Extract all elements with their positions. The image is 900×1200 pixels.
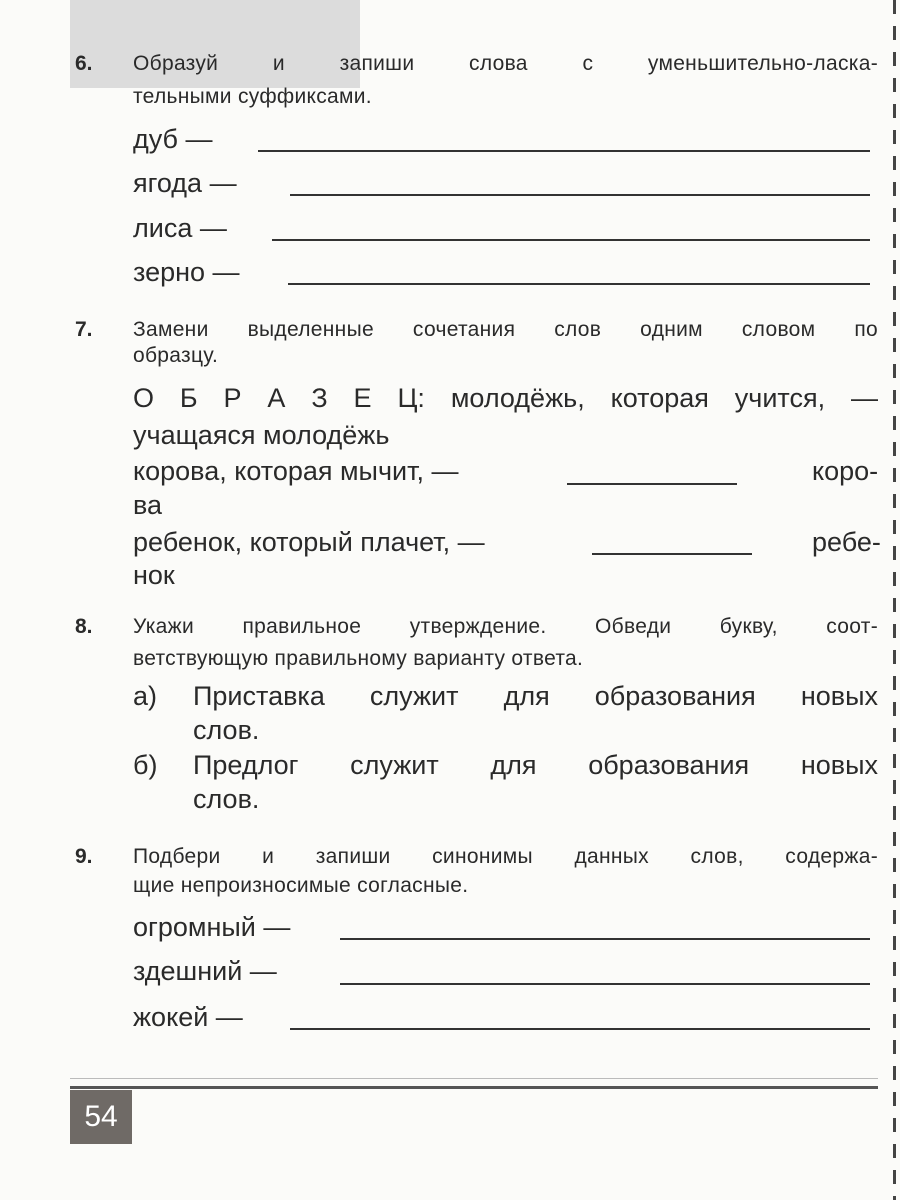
task-6-word: дуб — [133, 124, 213, 154]
answer-line[interactable] [290, 1028, 870, 1030]
answer-line[interactable] [258, 150, 870, 152]
task-7-word: ребе- [812, 527, 881, 557]
answer-line[interactable] [272, 239, 870, 241]
task-9-number: 9. [75, 845, 93, 868]
answer-line[interactable] [567, 483, 737, 485]
task-9-instruction: щие непроизносимые согласные. [133, 874, 469, 897]
example-line: О Б Р А З Е Ц: молодёжь, которая учится, — [133, 383, 878, 413]
task-7-word: ва [133, 490, 163, 520]
task-6-word: зерно — [133, 257, 240, 287]
task-6-instruction: Образуй и запиши слова с уменьшительно-ласка- [133, 52, 878, 75]
task-9-word: жокей — [133, 1002, 243, 1032]
task-7-phrase: корова, которая мычит, — [133, 456, 459, 486]
footer-rule [70, 1086, 878, 1089]
answer-line[interactable] [288, 283, 870, 285]
answer-line[interactable] [340, 938, 870, 940]
option-b-text: слов. [193, 784, 260, 814]
task-8-instruction: ветствующую правильному варианту ответа. [133, 647, 584, 670]
task-6-word: ягода — [133, 168, 237, 198]
task-7-word: коро- [812, 456, 879, 486]
option-b-text: Предлог служит для образования новых [193, 750, 878, 780]
example-answer: учащаяся молодёжь [133, 420, 390, 450]
task-6-word: лиса — [133, 213, 227, 243]
perforation-edge [893, 0, 896, 1200]
task-9-instruction: Подбери и запиши синонимы данных слов, содержа- [133, 845, 878, 868]
task-7-number: 7. [75, 318, 93, 341]
task-6-number: 6. [75, 52, 93, 75]
task-7-instruction: Замени выделенные сочетания слов одним словом по [133, 318, 878, 341]
task-7-word: нок [133, 560, 175, 590]
page-number: 54 [70, 1090, 132, 1144]
task-8-number: 8. [75, 615, 93, 638]
option-a-letter[interactable]: а) [133, 681, 158, 711]
task-6-instruction: тельными суффиксами. [133, 85, 372, 108]
task-8-instruction: Укажи правильное утверждение. Обведи букву, соот- [133, 615, 878, 638]
answer-line[interactable] [290, 194, 870, 196]
task-9-word: здешний — [133, 956, 277, 986]
answer-line[interactable] [592, 553, 752, 555]
footer-thin-rule [70, 1078, 878, 1079]
task-7-instruction: образцу. [133, 344, 219, 367]
task-7-phrase: ребенок, который плачет, — [133, 527, 485, 557]
option-a-text: слов. [193, 715, 260, 745]
option-b-letter[interactable]: б) [133, 750, 158, 780]
option-a-text: Приставка служит для образования новых [193, 681, 878, 711]
answer-line[interactable] [340, 983, 870, 985]
task-9-word: огромный — [133, 912, 291, 942]
